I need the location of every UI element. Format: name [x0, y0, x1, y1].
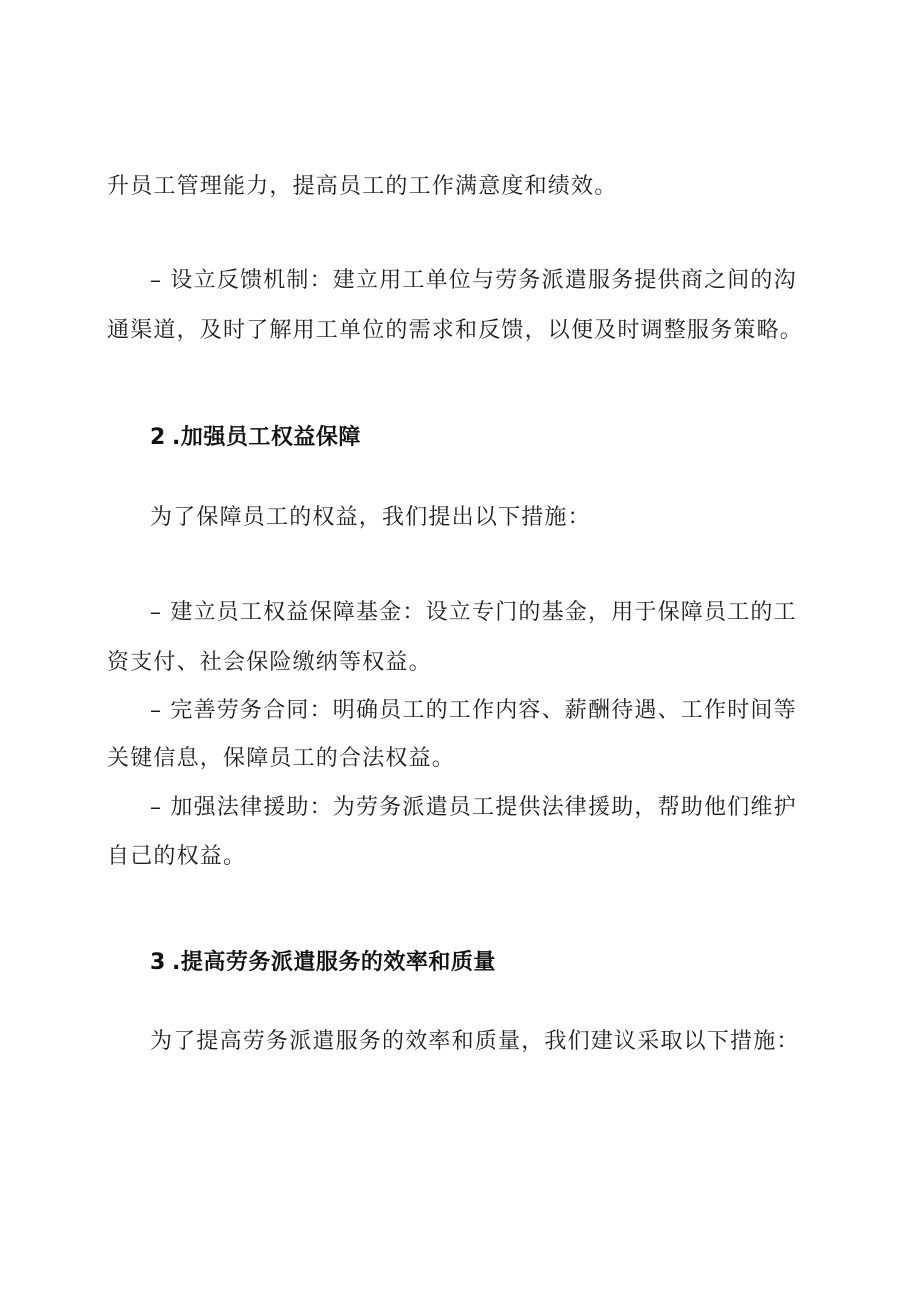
intro-paragraph: 为了保障员工的权益，我们提出以下措施： — [150, 505, 591, 530]
bullet-fund-line-2: 资支付、社会保险缴纳等权益。 — [107, 650, 432, 675]
section-title: .提高劳务派遣服务的效率和质量 — [172, 950, 496, 975]
intro-paragraph: 为了提高劳务派遣服务的效率和质量，我们建议采取以下措施： — [150, 1029, 800, 1054]
bullet-fund-line-1: – 建立员工权益保障基金：设立专门的基金，用于保障员工的工 — [150, 600, 797, 625]
section-title: .加强员工权益保障 — [172, 425, 361, 450]
paragraph-line: 升员工管理能力，提高员工的工作满意度和绩效。 — [107, 174, 618, 199]
bullet-feedback-line-2: 通渠道，及时了解用工单位的需求和反馈，以便及时调整服务策略。 — [107, 318, 804, 343]
bullet-contract-line-1: – 完善劳务合同：明确员工的工作内容、薪酬待遇、工作时间等 — [150, 698, 797, 723]
bullet-feedback-line-1: – 设立反馈机制：建立用工单位与劳务派遣服务提供商之间的沟 — [150, 268, 797, 293]
section-number: 2 — [150, 425, 166, 450]
bullet-contract-line-2: 关键信息，保障员工的合法权益。 — [107, 746, 456, 771]
bullet-legal-line-1: – 加强法律援助：为劳务派遣员工提供法律援助，帮助他们维护 — [150, 795, 797, 820]
section-number: 3 — [150, 950, 166, 975]
section-heading-3 — [150, 948, 496, 978]
section-heading-2 — [150, 423, 361, 453]
bullet-legal-line-2: 自己的权益。 — [107, 844, 247, 869]
